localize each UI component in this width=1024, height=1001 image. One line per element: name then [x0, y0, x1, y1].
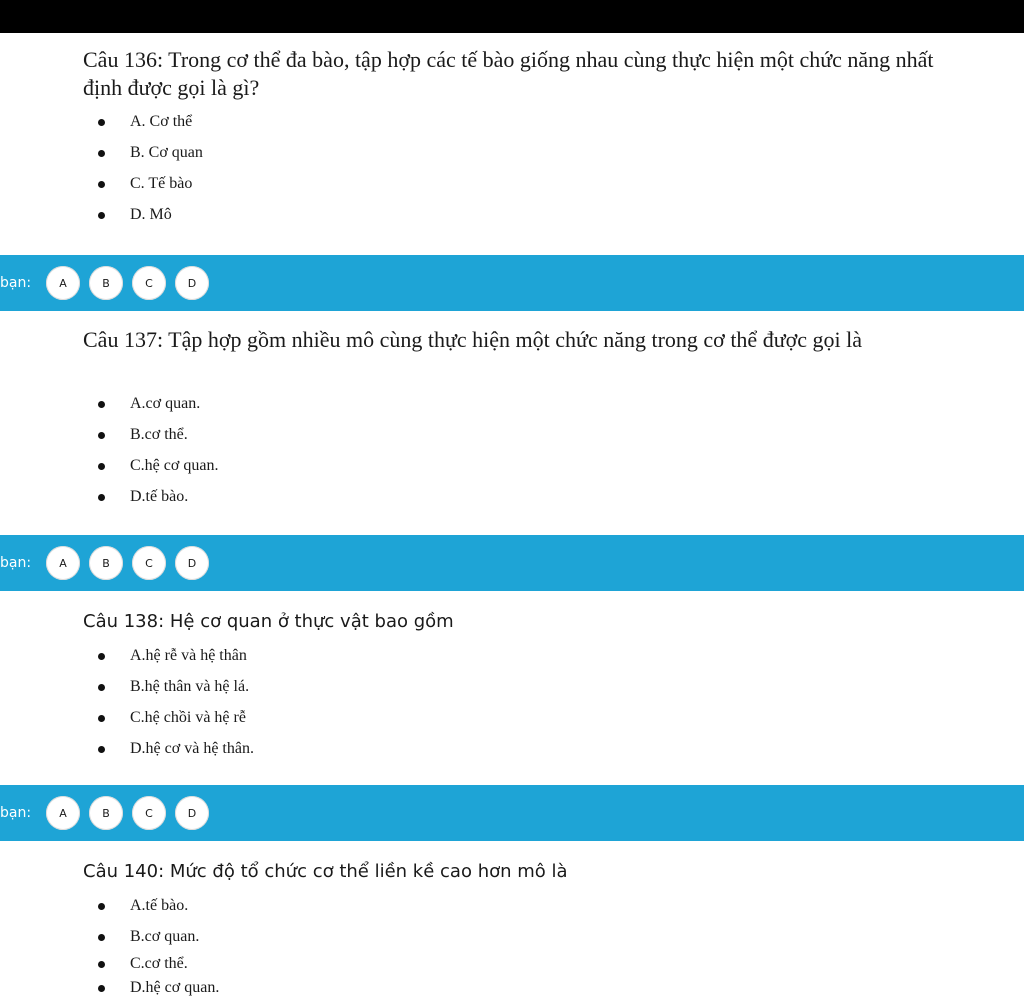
- option-b: [0, 921, 219, 952]
- question-text: Câu 137: Tập hợp gồm nhiều mô cùng thực hiện một chức năng trong cơ thể được gọi là: [83, 327, 863, 352]
- answer-choices: [46, 266, 218, 300]
- bullet-icon: [98, 653, 105, 660]
- option-d: [0, 733, 254, 764]
- bullet-icon: [98, 746, 105, 753]
- bullet-icon: [98, 494, 105, 501]
- question-text: Câu 138: Hệ cơ quan ở thực vật bao gồm: [83, 611, 454, 632]
- answer-choices: [46, 546, 218, 580]
- option-label: C.cơ thể.: [130, 955, 188, 972]
- option-c: [0, 952, 219, 976]
- option-label: D. Mô: [130, 206, 172, 223]
- option-list: [0, 388, 218, 512]
- option-d: [0, 976, 219, 1000]
- option-b: [0, 137, 203, 168]
- option-label: B. Cơ quan: [130, 144, 203, 161]
- option-label: D.hệ cơ và hệ thân.: [130, 740, 254, 757]
- option-list: [0, 640, 254, 764]
- option-label: A.hệ rễ và hệ thân: [130, 647, 247, 664]
- bullet-icon: [98, 432, 105, 439]
- option-label: D.hệ cơ quan.: [130, 979, 220, 996]
- answer-bar: [0, 255, 1024, 311]
- bullet-icon: [98, 903, 105, 910]
- option-a: [0, 890, 219, 921]
- bullet-icon: [98, 119, 105, 126]
- option-a: [0, 106, 203, 137]
- answer-choice-b[interactable]: B: [89, 266, 123, 300]
- top-black-bar: [0, 0, 1024, 33]
- answer-choice-a[interactable]: A: [46, 796, 80, 830]
- answer-bar-label: bạn:: [0, 275, 32, 291]
- option-label: B.cơ quan.: [130, 928, 200, 945]
- bullet-icon: [98, 150, 105, 157]
- bullet-icon: [98, 463, 105, 470]
- answer-bar-label: bạn:: [0, 555, 32, 571]
- option-a: [0, 640, 254, 671]
- option-label: C.hệ cơ quan.: [130, 457, 219, 474]
- option-label: C. Tế bào: [130, 175, 193, 192]
- answer-choice-a[interactable]: A: [46, 266, 80, 300]
- bullet-icon: [98, 715, 105, 722]
- answer-choice-a[interactable]: A: [46, 546, 80, 580]
- option-label: D.tế bào.: [130, 488, 189, 505]
- option-label: A.tế bào.: [130, 897, 189, 914]
- question-text: Câu 140: Mức độ tổ chức cơ thể liền kề cao hơn mô là: [83, 861, 568, 882]
- answer-choices: [46, 796, 218, 830]
- option-d: [0, 481, 218, 512]
- option-d: [0, 199, 203, 230]
- answer-choice-c[interactable]: C: [132, 546, 166, 580]
- option-label: B.cơ thể.: [130, 426, 188, 443]
- bullet-icon: [98, 212, 105, 219]
- answer-choice-d[interactable]: D: [175, 266, 209, 300]
- answer-bar: [0, 785, 1024, 841]
- option-b: [0, 419, 218, 450]
- option-c: [0, 450, 218, 481]
- option-c: [0, 168, 203, 199]
- bullet-icon: [98, 961, 105, 968]
- question-text: Câu 136: Trong cơ thể đa bào, tập hợp các tế bào giống nhau cùng thực hiện một chức năng nhất định được gọi là gì?: [83, 47, 934, 100]
- option-list: [0, 890, 219, 1000]
- option-b: [0, 671, 254, 702]
- option-list: [0, 106, 203, 230]
- option-a: [0, 388, 218, 419]
- option-c: [0, 702, 254, 733]
- bullet-icon: [98, 934, 105, 941]
- answer-choice-b[interactable]: B: [89, 796, 123, 830]
- bullet-icon: [98, 684, 105, 691]
- option-label: A. Cơ thể: [130, 113, 193, 130]
- bullet-icon: [98, 985, 105, 992]
- bullet-icon: [98, 401, 105, 408]
- bullet-icon: [98, 181, 105, 188]
- answer-choice-c[interactable]: C: [132, 796, 166, 830]
- answer-choice-d[interactable]: D: [175, 546, 209, 580]
- answer-choice-d[interactable]: D: [175, 796, 209, 830]
- answer-choice-b[interactable]: B: [89, 546, 123, 580]
- answer-bar: [0, 535, 1024, 591]
- answer-choice-c[interactable]: C: [132, 266, 166, 300]
- option-label: C.hệ chồi và hệ rễ: [130, 709, 246, 726]
- option-label: A.cơ quan.: [130, 395, 201, 412]
- answer-bar-label: bạn:: [0, 805, 32, 821]
- option-label: B.hệ thân và hệ lá.: [130, 678, 250, 695]
